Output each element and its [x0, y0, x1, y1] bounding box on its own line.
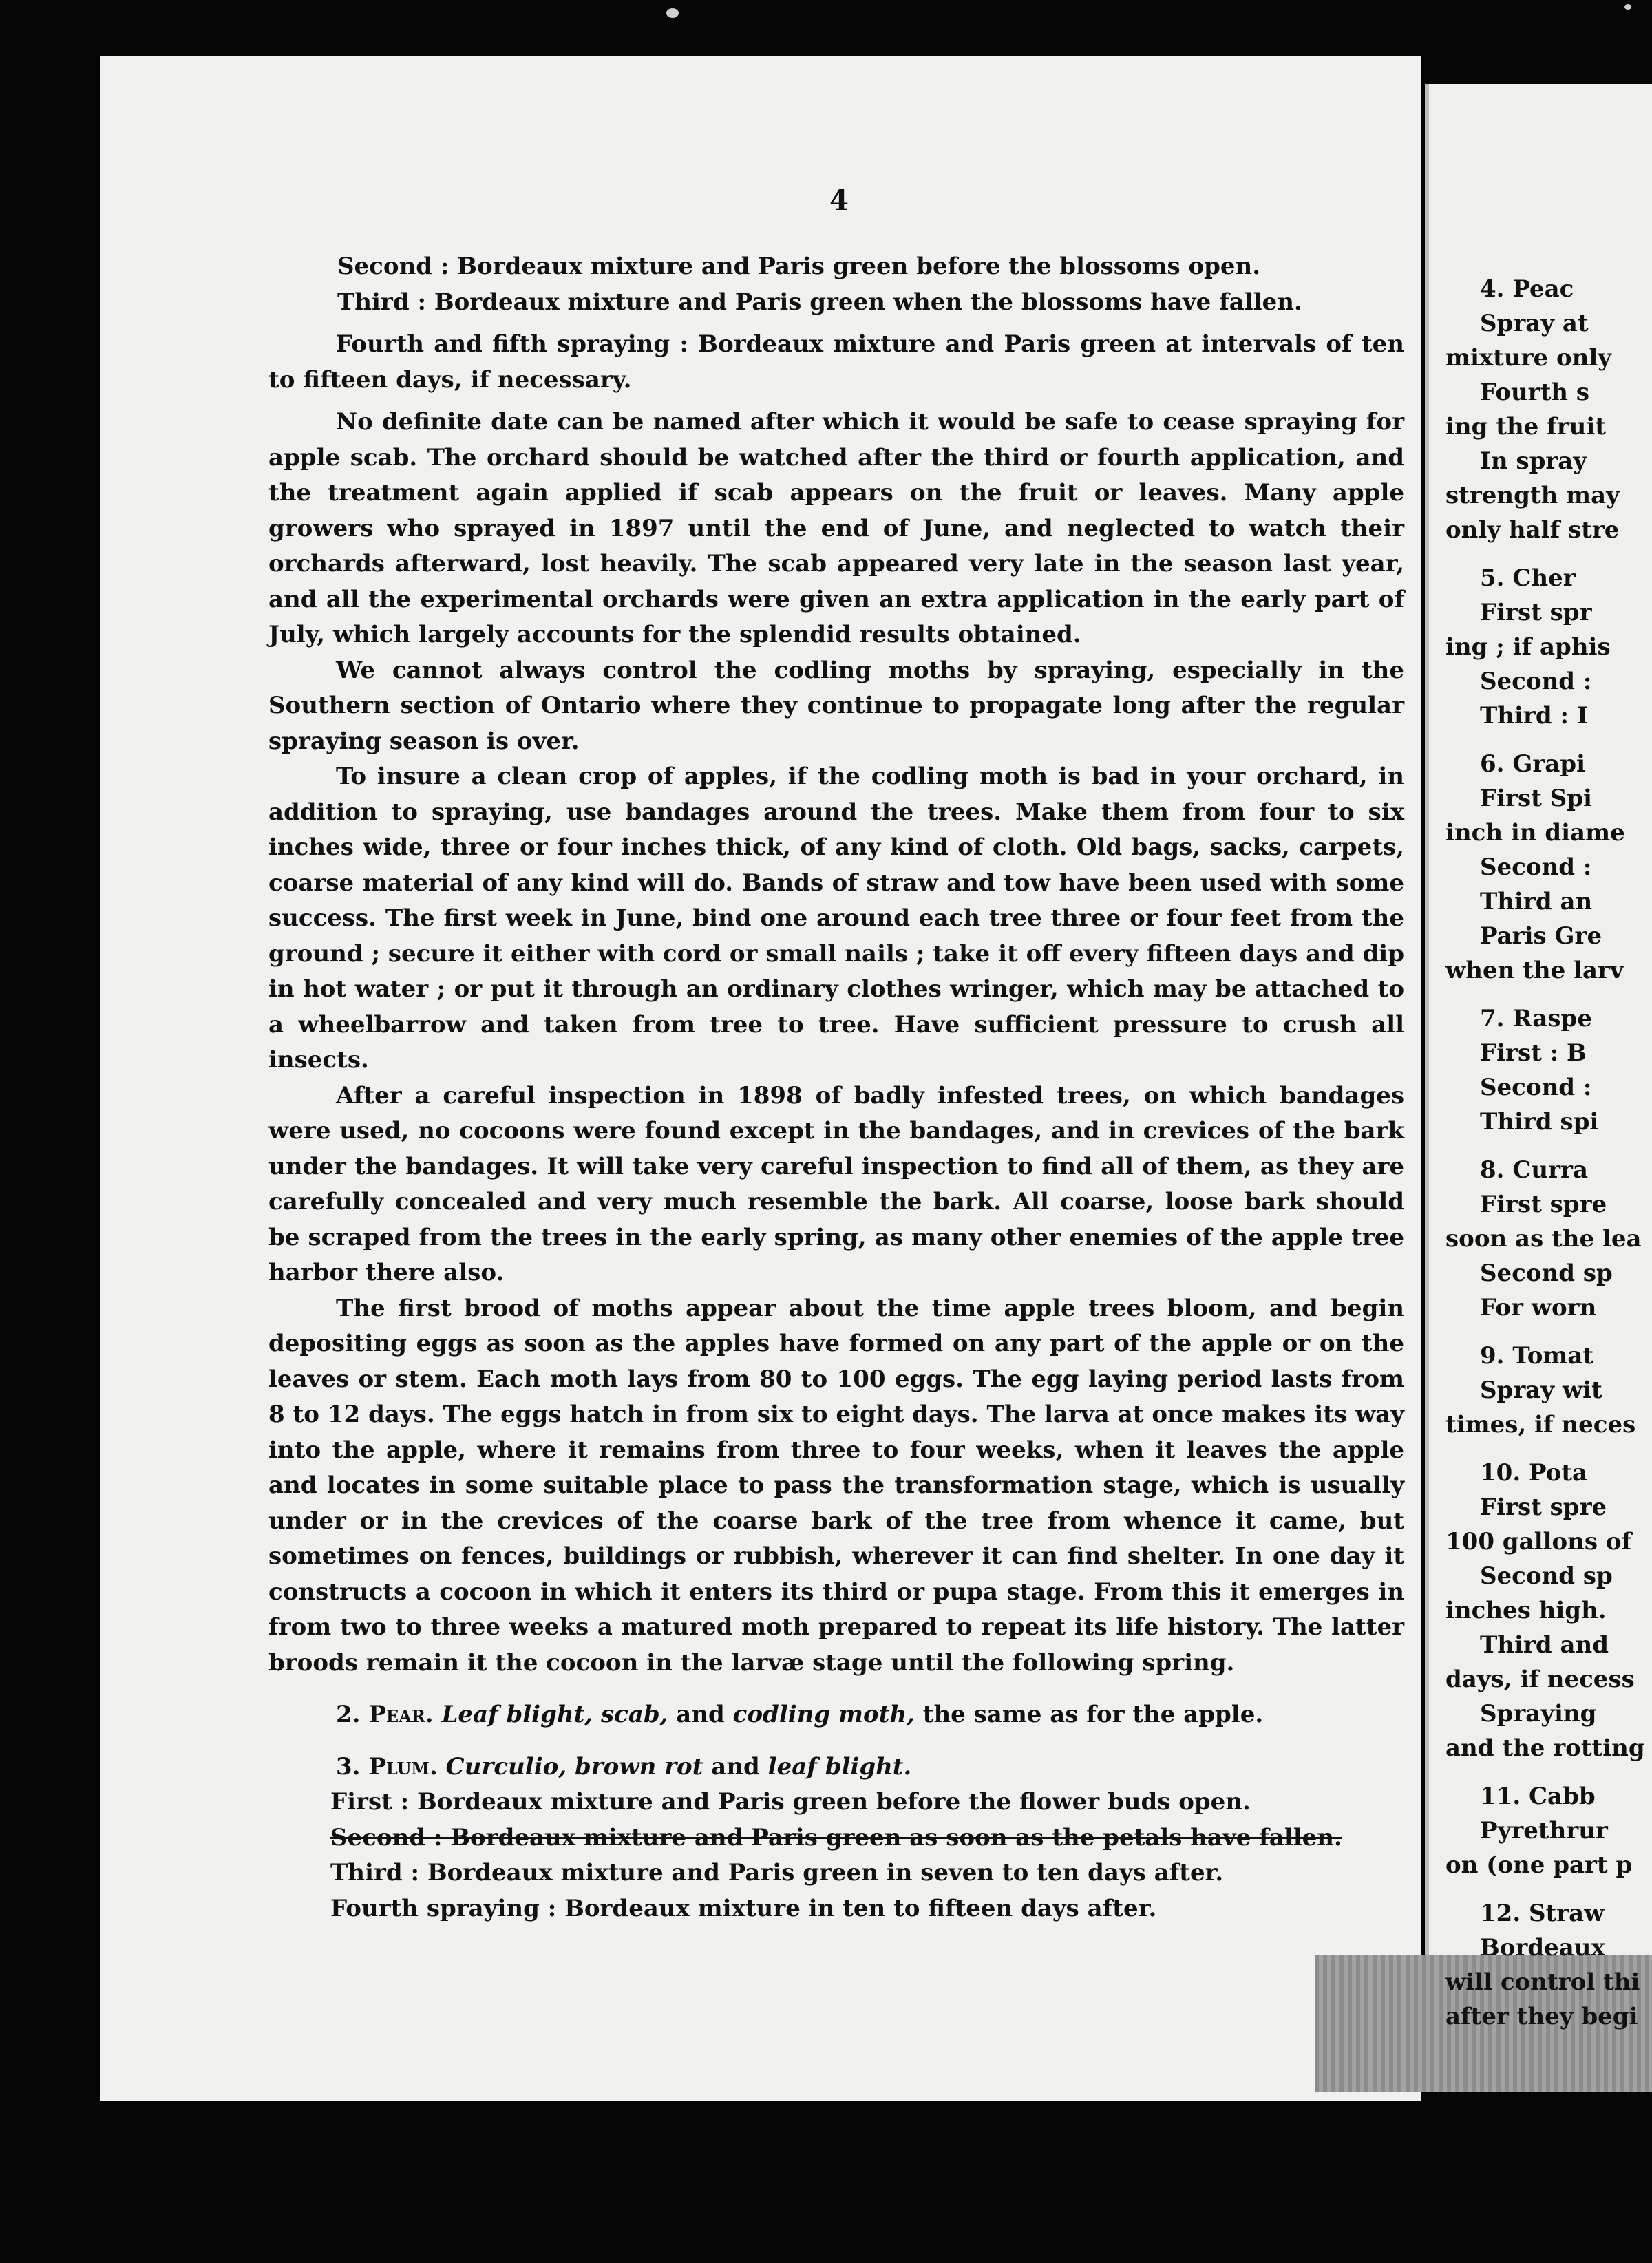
- plum-second: Second : Bordeaux mixture and Paris green as soon as the petals have fallen.: [330, 1823, 1342, 1851]
- right-column-line: 11. Cabb: [1480, 1783, 1596, 1810]
- pear-number: 2.: [336, 1701, 361, 1728]
- right-column-line: Third and: [1480, 1631, 1609, 1659]
- right-column-line: Second sp: [1480, 1562, 1613, 1590]
- left-column-text: [268, 249, 1404, 1926]
- right-column-line: will control thi: [1446, 1968, 1640, 1996]
- right-column-line: and the rotting: [1446, 1734, 1645, 1762]
- plum-fourth: Fourth spraying : Bordeaux mixture in ten to fifteen days after.: [330, 1894, 1157, 1922]
- scan-speck: [666, 8, 679, 18]
- right-column-line: Third spi: [1480, 1108, 1599, 1136]
- right-column-line: First spre: [1480, 1191, 1607, 1218]
- plum-first: First : Bordeaux mixture and Paris green before the flower buds open.: [330, 1788, 1251, 1816]
- plum-curculio: Curculio, brown rot: [445, 1752, 703, 1781]
- pear-and: and: [676, 1701, 725, 1728]
- right-column-line: Second :: [1480, 853, 1592, 881]
- plum-and: and: [711, 1752, 760, 1781]
- plum-leaf-blight: leaf blight.: [767, 1752, 912, 1781]
- right-column-line: 9. Tomat: [1480, 1342, 1594, 1370]
- right-column-line: only half stre: [1446, 516, 1620, 544]
- right-column-line: First spre: [1480, 1494, 1607, 1521]
- right-column-line: In spray: [1480, 447, 1587, 475]
- right-column-line: 12. Straw: [1480, 1900, 1605, 1927]
- right-column-line: First : B: [1480, 1039, 1587, 1067]
- right-column-line: 10. Pota: [1480, 1459, 1588, 1487]
- right-column-line: Spraying: [1480, 1700, 1597, 1728]
- right-column-line: Paris Gre: [1480, 922, 1602, 950]
- spray-fourth-fifth: Fourth and fifth spraying : Bordeaux mixture and Paris green at intervals of ten to fifteen days, if necessary.: [268, 330, 1404, 394]
- pear-rest: the same as for the apple.: [922, 1701, 1264, 1728]
- right-column-line: 7. Raspe: [1480, 1005, 1592, 1032]
- right-column-line: mixture only: [1446, 344, 1612, 372]
- right-column-line: 100 gallons of: [1446, 1528, 1632, 1555]
- plum-name: Plum.: [368, 1752, 438, 1781]
- paragraph-bandages: To insure a clean crop of apples, if the codling moth is bad in your orchard, in addition to spraying, use bandages around the trees. Make them from four to six inches wide, three or four inches thick, of any kind of cloth. Old bags, sacks, carpets, coarse material of any kind will do. Bands of straw and tow have been used with some success. The first week in June, bind one around each tree three or four feet from the ground ; secure it either with cord or small nails ; take it off every fifteen days and dip in hot water ; or put it through an ordinary clothes wringer, which may be attached to a wheelbarrow and taken from tree to tree. Have sufficient pressure to crush all insects.: [268, 763, 1404, 1074]
- right-column-line: For worn: [1480, 1294, 1597, 1321]
- paragraph-inspection: After a careful inspection in 1898 of badly infested trees, on which bandages were used, no cocoons were found except in the bandages, and in crevices of the bark under the bandages. It will take very careful inspection to find all of them, as they are carefully concealed and very much resemble the bark. All coarse, loose bark should be scraped from the trees in the early spring, as many other enemies of the apple tree harbor there also.: [268, 1081, 1404, 1286]
- right-column-line: ing ; if aphis: [1446, 633, 1611, 661]
- right-column-line: soon as the lea: [1446, 1225, 1642, 1253]
- page-number: 4: [829, 184, 849, 217]
- right-column-line: 4. Peac: [1480, 275, 1574, 303]
- right-column-line: Second :: [1480, 1074, 1592, 1101]
- pear-scab: scab,: [600, 1701, 668, 1728]
- right-column-line: ing the fruit: [1446, 413, 1607, 440]
- right-column-line: days, if necess: [1446, 1666, 1635, 1693]
- right-column-line: when the larv: [1446, 957, 1624, 984]
- right-page-edge: [1425, 84, 1429, 2046]
- right-column-line: First Spi: [1480, 785, 1592, 812]
- right-column-line: times, if neces: [1446, 1411, 1636, 1438]
- right-column-line: Spray wit: [1480, 1377, 1602, 1404]
- paragraph-codling-moth: We cannot always control the codling moths by spraying, especially in the Southern section of Ontario where they continue to propagate long after the regular spraying season is over.: [268, 656, 1404, 755]
- plum-number: 3.: [336, 1752, 361, 1781]
- right-column-line: Fourth s: [1480, 379, 1589, 406]
- right-column-line: Third : I: [1480, 702, 1588, 730]
- right-column-line: strength may: [1446, 482, 1620, 509]
- plum-heading: [268, 1750, 1404, 1785]
- paragraph-scab: No definite date can be named after which it would be safe to cease spraying for apple scab. The orchard should be watched after the third or fourth application, and the treatment again applied if scab appears on the fruit or leaves. Many apple growers who sprayed in 1897 until the end of June, and neglected to watch their orchards afterward, lost heavily. The scab appeared very late in the season last year, and all the experimental orchards were given an extra application in the early part of July, which largely accounts for the splendid results obtained.: [268, 408, 1404, 648]
- right-column-line: inch in diame: [1446, 819, 1625, 847]
- right-column-line: after they begi: [1446, 2003, 1638, 2030]
- pear-heading: [268, 1697, 1404, 1733]
- right-column-text: [1446, 272, 1652, 2034]
- spray-third: Third : Bordeaux mixture and Paris green when the blossoms have fallen.: [337, 288, 1302, 316]
- right-column-line: 8. Curra: [1480, 1156, 1588, 1184]
- paragraph-moth-brood: The first brood of moths appear about the time apple trees bloom, and begin depositing eggs as soon as the apples have formed on any part of the apple or on the leaves or stem. Each moth lays from 80 to 100 eggs. The egg laying period lasts from 8 to 12 days. The eggs hatch in from six to eight days. The larva at once makes its way into the apple, where it remains from three to four weeks, when it leaves the apple and locates in some suitable place to pass the transformation stage, which is usually under or in the crevices of the coarse bark of the tree from whence it came, but sometimes on fences, buildings or rubbish, wherever it can find shelter. In one day it constructs a cocoon in which it enters its third or pupa stage. From this it emerges in from two to three weeks a matured moth prepared to repeat its life history. The latter broods remain it the cocoon in the larvæ stage until the following spring.: [268, 1294, 1404, 1677]
- right-column-line: Second sp: [1480, 1260, 1613, 1287]
- pear-name: Pear.: [368, 1701, 434, 1728]
- right-column-line: inches high.: [1446, 1597, 1607, 1624]
- right-column-line: Pyrethrur: [1480, 1817, 1608, 1845]
- right-column-line: 5. Cher: [1480, 564, 1576, 592]
- scan-speck: [1624, 4, 1631, 10]
- spray-second: Second : Bordeaux mixture and Paris green before the blossoms open.: [337, 253, 1261, 280]
- plum-third: Third : Bordeaux mixture and Paris green in seven to ten days after.: [330, 1859, 1224, 1887]
- right-column-line: Third an: [1480, 888, 1593, 915]
- right-column-line: Second :: [1480, 668, 1592, 695]
- right-column-line: 6. Grapi: [1480, 750, 1585, 778]
- right-column-line: Bordeaux: [1480, 1934, 1605, 1962]
- pear-codling-moth: codling moth,: [732, 1701, 915, 1728]
- right-column-line: Spray at: [1480, 310, 1589, 337]
- right-column-line: First spr: [1480, 599, 1592, 626]
- pear-leaf-blight: Leaf blight,: [441, 1701, 593, 1728]
- right-column-line: on (one part p: [1446, 1851, 1633, 1879]
